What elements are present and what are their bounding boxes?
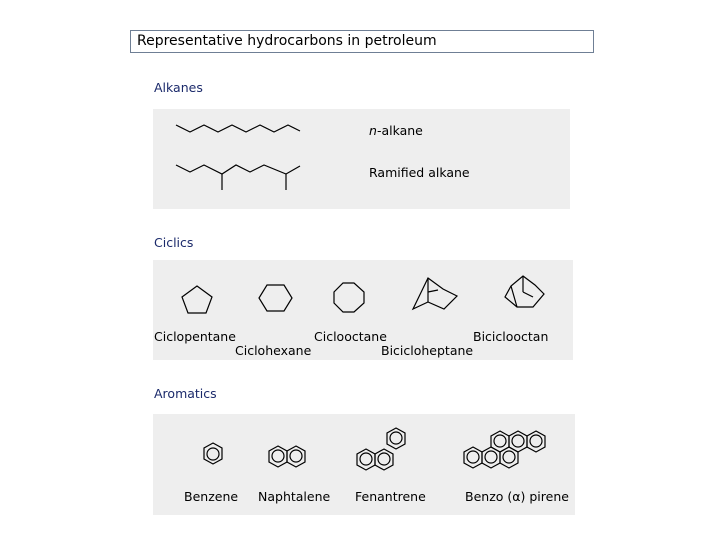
n-prefix: n <box>369 123 377 138</box>
aromatics-heading: Aromatics <box>154 386 217 401</box>
ciclics-heading: Ciclics <box>154 235 194 250</box>
diagram-title: Representative hydrocarbons in petroleum <box>130 30 594 53</box>
biciclooctan-label: Biciclooctan <box>473 329 549 344</box>
fenantrene-label: Fenantrene <box>355 489 426 504</box>
biciclooctan-structure <box>505 276 544 307</box>
alkanes-heading: Alkanes <box>154 80 203 95</box>
ciclopentane-structure <box>182 286 212 313</box>
bicicloheptane-structure <box>413 278 457 309</box>
naphtalene-structure <box>269 446 305 467</box>
ciclooctane-structure <box>334 283 364 312</box>
benzene-structure <box>204 443 222 464</box>
ramified-alkane-structure <box>176 165 300 190</box>
bicicloheptane-label: Bicicloheptane <box>381 343 474 358</box>
fenantrene-structure <box>357 428 405 470</box>
benzopyrene-structure <box>464 431 545 468</box>
n-alkane-structure <box>176 125 300 132</box>
ciclopentane-label: Ciclopentane <box>154 329 236 344</box>
ciclohexane-structure <box>259 285 292 311</box>
ramified-alkane-label: Ramified alkane <box>369 165 470 180</box>
ciclohexane-label: Ciclohexane <box>235 343 312 358</box>
alpha-symbol: α <box>512 489 521 504</box>
benzene-label: Benzene <box>184 489 239 504</box>
ciclooctane-label: Ciclooctane <box>314 329 387 344</box>
n-alkane-text: -alkane <box>376 123 423 138</box>
naphtalene-label: Naphtalene <box>258 489 331 504</box>
benzopyrene-prefix: Benzo ( <box>465 489 513 504</box>
benzopyrene-suffix: ) pirene <box>520 489 569 504</box>
